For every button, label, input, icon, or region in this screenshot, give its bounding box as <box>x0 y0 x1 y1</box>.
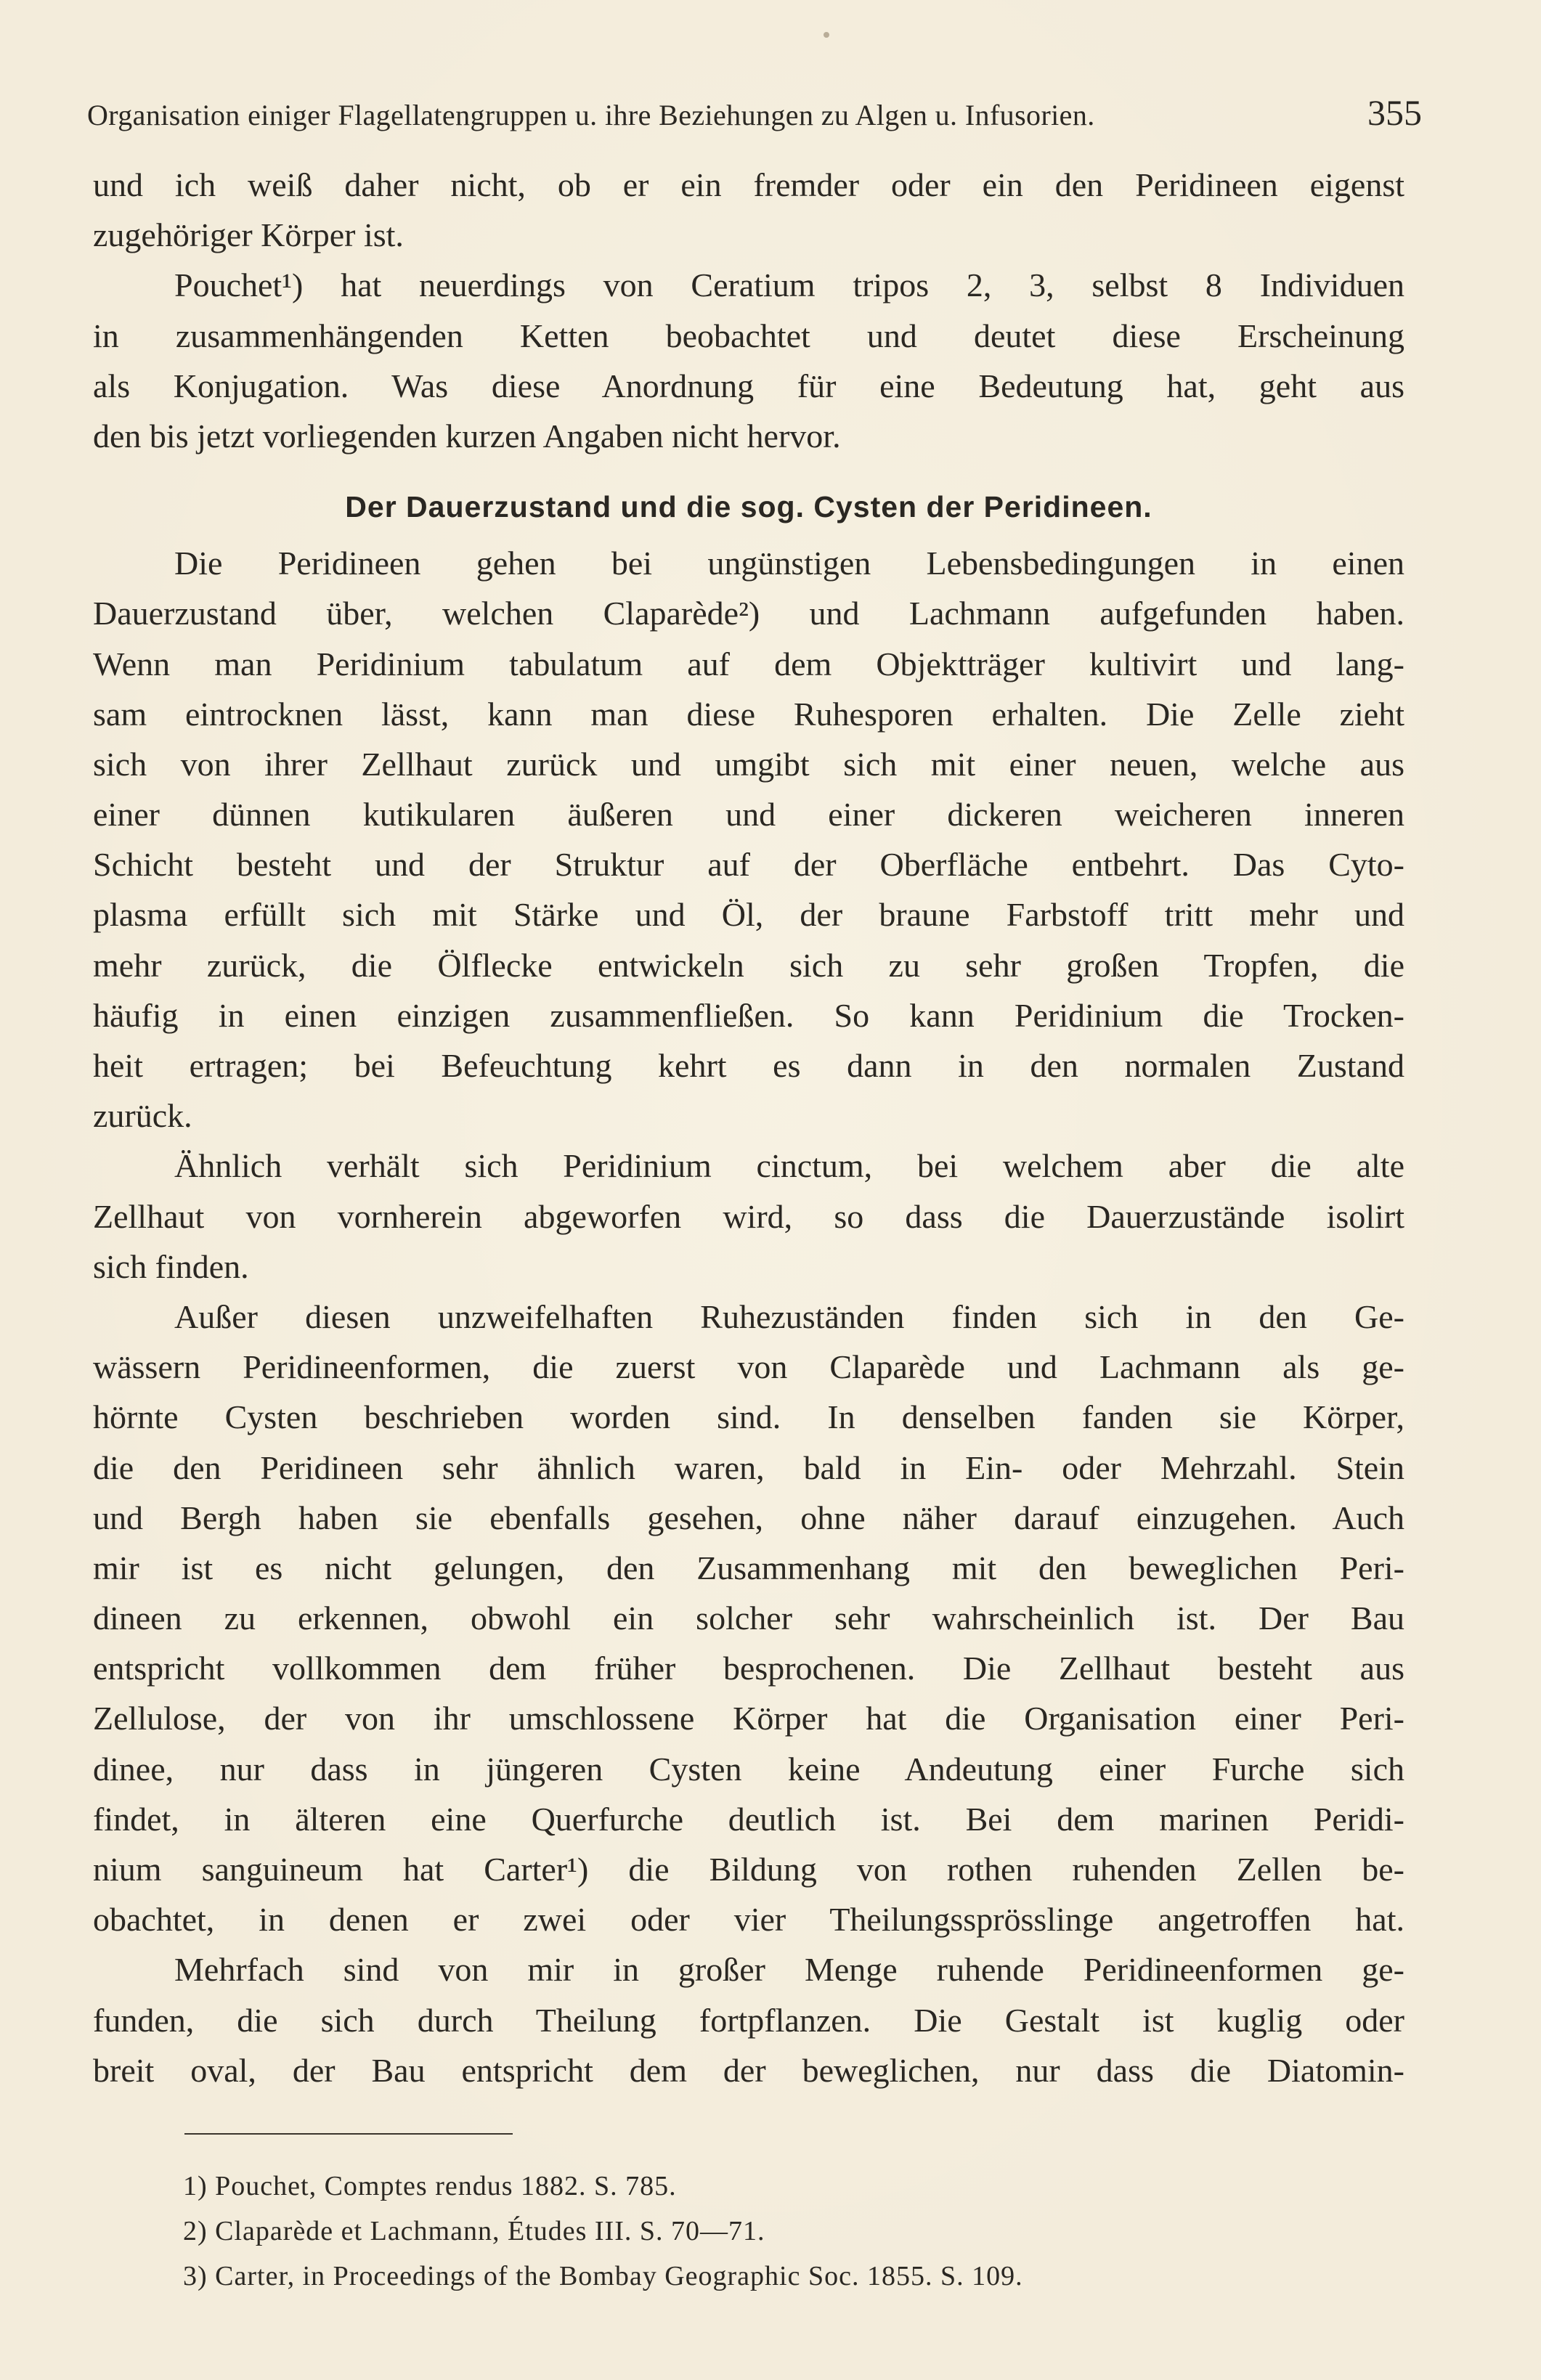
text-line: zugehöriger Körper ist. <box>93 216 404 254</box>
text-line: Außer diesen unzweifelhaften Ruhezuständen finden sich in den Ge- <box>174 1297 1404 1335</box>
text-line: dineen zu erkennen, obwohl ein solcher sehr wahrscheinlich ist. Der Bau <box>93 1599 1404 1637</box>
text-line: als Konjugation. Was diese Anordnung für eine Bedeutung hat, geht aus <box>93 367 1404 404</box>
text-line: den bis jetzt vorliegenden kurzen Angaben nicht hervor. <box>93 417 841 455</box>
footnote: 2) Claparède et Lachmann, Études III. S. 70—71. <box>183 2216 765 2246</box>
text-line: zurück. <box>93 1097 192 1135</box>
text-line: die den Peridineen sehr ähnlich waren, bald in Ein- oder Mehrzahl. Stein <box>93 1448 1404 1486</box>
text-line: hörnte Cysten beschrieben worden sind. In denselben fanden sie Körper, <box>93 1398 1404 1436</box>
text-line: und ich weiß daher nicht, ob er ein fremder oder ein den Peridineen eigenst <box>93 166 1404 203</box>
text-line: häufig in einen einzigen zusammenfließen. So kann Peridinium die Trocken- <box>93 996 1404 1034</box>
footnote-divider <box>184 2133 513 2135</box>
running-header <box>87 81 1422 133</box>
text-line: Zellhaut von vornherein abgeworfen wird, so dass die Dauerzustände isolirt <box>93 1197 1404 1235</box>
text-line: plasma erfüllt sich mit Stärke und Öl, der braune Farbstoff tritt mehr und <box>93 896 1404 934</box>
text-line: nium sanguineum hat Carter¹) die Bildung von rothen ruhenden Zellen be- <box>93 1851 1404 1888</box>
text-line: mir ist es nicht gelungen, den Zusammenhang mit den beweglichen Peri- <box>93 1549 1404 1586</box>
text-line: Mehrfach sind von mir in großer Menge ruhende Peridineenformen ge- <box>174 1951 1404 1989</box>
text-line: sam eintrocknen lässt, kann man diese Ruhesporen erhalten. Die Zelle zieht <box>93 695 1404 733</box>
text-line: Schicht besteht und der Struktur auf der Oberfläche entbehrt. Das Cyto- <box>93 846 1404 884</box>
text-line: wässern Peridineenformen, die zuerst von Claparède und Lachmann als ge- <box>93 1348 1404 1386</box>
text-line: entspricht vollkommen dem früher besprochenen. Die Zellhaut besteht aus <box>93 1650 1404 1687</box>
text-line: mehr zurück, die Ölflecke entwickeln sich zu sehr großen Tropfen, die <box>93 946 1404 984</box>
text-line: sich von ihrer Zellhaut zurück und umgibt sich mit einer neuen, welche aus <box>93 745 1404 783</box>
page-speck <box>824 32 829 38</box>
footnote: 3) Carter, in Proceedings of the Bombay Geographic Soc. 1855. S. 109. <box>183 2261 1023 2291</box>
text-line: Ähnlich verhält sich Peridinium cinctum, bei welchem aber die alte <box>174 1147 1404 1185</box>
text-line: und Bergh haben sie ebenfalls gesehen, ohne näher darauf einzugehen. Auch <box>93 1499 1404 1536</box>
footnotes <box>183 2164 1023 2299</box>
text-line: obachtet, in denen er zwei oder vier Theilungssprösslinge angetroffen hat. <box>93 1901 1404 1939</box>
text-line: einer dünnen kutikularen äußeren und einer dickeren weicheren inneren <box>93 796 1404 834</box>
text-line: findet, in älteren eine Querfurche deutlich ist. Bei dem marinen Peridi- <box>93 1800 1404 1838</box>
running-title: Organisation einiger Flagellatengruppen u. ihre Beziehungen zu Algen u. Infusorien. <box>87 99 1095 131</box>
footnote: 1) Pouchet, Comptes rendus 1882. S. 785. <box>183 2171 677 2201</box>
main-text <box>93 160 1404 2095</box>
text-line: heit ertragen; bei Befeuchtung kehrt es dann in den normalen Zustand <box>93 1047 1404 1084</box>
text-line: breit oval, der Bau entspricht dem der beweglichen, nur dass die Diatomin- <box>93 2051 1404 2089</box>
text-line: Zellulose, der von ihr umschlossene Körper hat die Organisation einer Peri- <box>93 1700 1404 1737</box>
text-line: funden, die sich durch Theilung fortpflanzen. Die Gestalt ist kuglig oder <box>93 2001 1404 2039</box>
section-heading: Der Dauerzustand und die sog. Cysten der Peridineen. <box>345 490 1152 524</box>
text-line: Die Peridineen gehen bei ungünstigen Lebensbedingungen in einen <box>174 545 1404 582</box>
text-line: Dauerzustand über, welchen Claparède²) und Lachmann aufgefunden haben. <box>93 595 1404 632</box>
text-line: sich finden. <box>93 1247 249 1285</box>
page-number: 355 <box>1367 92 1422 133</box>
text-line: Wenn man Peridinium tabulatum auf dem Objektträger kultivirt und lang- <box>93 645 1404 682</box>
text-line: Pouchet¹) hat neuerdings von Ceratium tripos 2, 3, selbst 8 Individuen <box>174 266 1404 304</box>
text-line: in zusammenhängenden Ketten beobachtet und deutet diese Erscheinung <box>93 317 1404 354</box>
text-line: dinee, nur dass in jüngeren Cysten keine Andeutung einer Furche sich <box>93 1750 1404 1788</box>
